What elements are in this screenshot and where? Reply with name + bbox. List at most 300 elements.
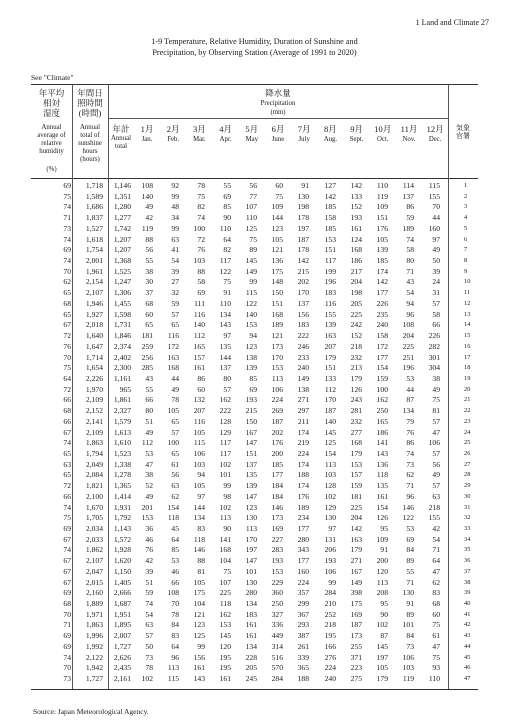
month-precip-cell: 59	[171, 298, 179, 308]
month-precip-cell: 217	[350, 266, 362, 276]
humidity-cell: 63	[63, 459, 71, 469]
month-precip-cell: 283	[271, 545, 283, 555]
month-precip-cell: 339	[297, 652, 309, 662]
month-precip-cell: 126	[376, 513, 388, 523]
month-precip-cell: 225	[219, 588, 231, 598]
month-precip-cell: 147	[245, 556, 257, 566]
month-precip-cell: 99	[171, 191, 179, 201]
table-row	[31, 224, 478, 235]
table-row	[31, 245, 478, 256]
month-precip-cell: 52	[145, 481, 153, 491]
month-precip-cell: 174	[297, 459, 309, 469]
month-precip-cell: 142	[350, 524, 362, 533]
month-precip-cell: 53	[406, 373, 414, 383]
month-precip-cell: 99	[223, 481, 231, 491]
month-precip-cell: 215	[245, 406, 257, 416]
month-precip-cell: 103	[193, 459, 205, 469]
month-precip-cell: 39	[171, 266, 179, 276]
station-number-cell: 28	[464, 471, 471, 479]
humidity-cell: 70	[63, 663, 71, 673]
station-number-cell: 17	[464, 353, 471, 361]
month-precip-cell: 202	[271, 427, 283, 437]
station-number-cell: 33	[464, 525, 471, 532]
annual-precip-cell: 1,928	[113, 545, 131, 555]
humidity-cell: 67	[63, 566, 71, 576]
month-precip-cell: 225	[402, 341, 414, 351]
month-precip-cell: 82	[197, 202, 205, 212]
station-number-cell: 46	[464, 664, 471, 672]
month-precip-cell: 107	[245, 202, 257, 212]
month-precip-cell: 197	[376, 652, 388, 662]
table-row	[31, 385, 478, 396]
month-precip-cell: 208	[376, 588, 388, 598]
month-precip-cell: 95	[380, 599, 388, 609]
month-precip-cell: 84	[406, 545, 414, 555]
humidity-cell: 67	[63, 534, 71, 544]
month-precip-cell: 240	[376, 320, 388, 330]
month-precip-cell: 39	[432, 266, 440, 276]
month-precip-cell: 177	[297, 556, 309, 566]
humidity-cell: 66	[63, 416, 71, 426]
table-row	[31, 545, 478, 556]
month-precip-cell: 49	[145, 491, 153, 501]
month-precip-cell: 144	[219, 352, 231, 362]
month-precip-cell: 104	[193, 599, 205, 609]
annual-precip-cell: 2,626	[113, 652, 131, 662]
month-precip-cell: 96	[406, 491, 414, 501]
month-precip-cell: 224	[297, 577, 309, 587]
month-precip-cell: 110	[219, 298, 231, 308]
annual-precip-cell: 1,931	[113, 502, 131, 512]
month-precip-cell: 41	[171, 245, 179, 255]
month-precip-cell: 134	[402, 406, 414, 416]
month-precip-cell: 71	[406, 266, 414, 276]
month-precip-cell: 57	[432, 416, 440, 426]
month-precip-cell: 93	[432, 663, 440, 673]
station-number-cell: 24	[464, 428, 471, 436]
month-precip-cell: 189	[297, 502, 309, 512]
sunshine-cell: 2,049	[85, 459, 103, 469]
month-precip-cell: 252	[324, 609, 336, 619]
month-precip-cell: 153	[324, 234, 336, 244]
month-precip-cell: 169	[271, 524, 283, 533]
month-precip-cell: 71	[406, 481, 414, 491]
month-precip-cell: 163	[324, 331, 336, 341]
month-precip-cell: 387	[297, 631, 309, 641]
table-row	[31, 438, 478, 449]
month-precip-cell: 205	[245, 663, 257, 673]
month-precip-cell: 181	[350, 491, 362, 501]
month-precip-cell: 271	[350, 556, 362, 566]
month-precip-cell: 228	[245, 652, 257, 662]
month-precip-cell: 117	[219, 256, 231, 266]
station-number-cell: 39	[464, 589, 471, 597]
month-precip-cell: 251	[402, 352, 414, 362]
month-precip-cell: 184	[271, 481, 283, 491]
month-precip-cell: 280	[245, 588, 257, 598]
annual-precip-cell: 1,895	[113, 620, 131, 630]
month-precip-cell: 42	[145, 556, 153, 566]
station-number-cell: 36	[464, 557, 471, 565]
month-precip-cell: 175	[271, 266, 283, 276]
annual-precip-cell: 1,207	[113, 234, 131, 244]
month-precip-cell: 78	[171, 609, 179, 619]
month-precip-cell: 103	[324, 470, 336, 480]
annual-precip-cell: 1,306	[113, 288, 131, 298]
station-number-cell: 27	[464, 460, 471, 468]
month-precip-cell: 111	[194, 298, 205, 308]
month-precip-cell: 125	[245, 223, 257, 233]
sunshine-cell: 1,837	[85, 213, 103, 223]
sunshine-cell: 2,047	[85, 566, 103, 576]
month-precip-cell: 240	[297, 363, 309, 373]
month-header-en-7: July	[298, 136, 310, 143]
month-precip-cell: 137	[297, 298, 309, 308]
month-precip-cell: 162	[219, 609, 231, 619]
month-precip-cell: 174	[297, 427, 309, 437]
month-precip-cell: 55	[145, 256, 153, 266]
month-precip-cell: 113	[376, 577, 388, 587]
month-precip-cell: 118	[376, 470, 388, 480]
month-precip-cell: 112	[141, 438, 153, 448]
month-precip-cell: 183	[297, 320, 309, 330]
month-precip-cell: 314	[271, 641, 283, 651]
month-precip-cell: 250	[376, 406, 388, 416]
month-precip-cell: 65	[171, 416, 179, 426]
month-precip-cell: 109	[376, 534, 388, 544]
month-precip-cell: 102	[219, 502, 231, 512]
month-precip-cell: 81	[432, 406, 440, 416]
month-precip-cell: 92	[171, 181, 179, 190]
month-precip-cell: 50	[432, 256, 440, 266]
month-precip-cell: 113	[271, 373, 283, 383]
month-precip-cell: 210	[324, 599, 336, 609]
humidity-cell: 69	[63, 631, 71, 641]
see-note: See "Climate"	[31, 73, 74, 82]
station-number-cell: 3	[464, 203, 468, 211]
table-row	[31, 363, 478, 374]
month-precip-cell: 49	[432, 384, 440, 394]
sunshine-cell: 2,084	[85, 470, 103, 480]
annual-precip-cell: 1,146	[113, 181, 131, 190]
month-precip-cell: 80	[406, 256, 414, 266]
month-precip-cell: 64	[171, 534, 179, 544]
month-precip-cell: 130	[297, 191, 309, 201]
month-precip-cell: 199	[324, 266, 336, 276]
month-header-jp-5: 5月	[245, 124, 259, 134]
table-row	[31, 213, 478, 224]
month-precip-cell: 60	[432, 609, 440, 619]
month-precip-cell: 81	[197, 566, 205, 576]
month-precip-cell: 31	[432, 288, 440, 298]
month-precip-cell: 224	[324, 663, 336, 673]
month-precip-cell: 102	[324, 491, 336, 501]
month-precip-cell: 128	[219, 416, 231, 426]
station-number-cell: 11	[464, 289, 471, 297]
month-precip-cell: 285	[141, 363, 153, 373]
header-bottom-rule	[31, 178, 478, 179]
month-precip-cell: 66	[145, 395, 153, 405]
annual-precip-cell: 1,150	[113, 566, 131, 576]
humidity-cell: 74	[63, 202, 71, 212]
table-row	[31, 556, 478, 567]
month-precip-cell: 144	[193, 502, 205, 512]
table-row	[31, 492, 478, 503]
month-precip-cell: 168	[271, 309, 283, 319]
sunshine-cell: 2,100	[85, 491, 103, 501]
month-precip-cell: 135	[219, 341, 231, 351]
table-row	[31, 470, 478, 481]
month-precip-cell: 86	[406, 202, 414, 212]
precip-group-rule	[108, 118, 448, 119]
month-precip-cell: 134	[245, 599, 257, 609]
table-row	[31, 310, 478, 321]
month-header-jp-6: 6月	[271, 124, 285, 134]
month-precip-cell: 281	[350, 406, 362, 416]
table-row	[31, 449, 478, 460]
annual-precip-cell: 1,572	[113, 534, 131, 544]
month-precip-cell: 149	[297, 373, 309, 383]
month-precip-cell: 200	[271, 448, 283, 458]
month-precip-cell: 102	[141, 674, 153, 684]
month-precip-cell: 133	[324, 373, 336, 383]
month-precip-cell: 154	[376, 363, 388, 373]
month-precip-cell: 58	[197, 277, 205, 287]
humidity-cell: 65	[63, 470, 71, 480]
month-header-en-2: Feb.	[167, 136, 180, 143]
month-precip-cell: 140	[324, 416, 336, 426]
humidity-cell: 72	[63, 384, 71, 394]
month-precip-cell: 71	[406, 577, 414, 587]
month-precip-cell: 64	[171, 641, 179, 651]
month-precip-cell: 168	[350, 245, 362, 255]
table-row	[31, 353, 478, 364]
table-row	[31, 513, 478, 524]
month-precip-cell: 173	[271, 513, 283, 523]
month-precip-cell: 130	[402, 588, 414, 598]
month-precip-cell: 122	[219, 266, 231, 276]
month-precip-cell: 183	[245, 609, 257, 619]
month-precip-cell: 63	[171, 481, 179, 491]
station-number-cell: 19	[464, 374, 471, 382]
month-precip-cell: 62	[432, 577, 440, 587]
station-number-cell: 37	[464, 567, 471, 575]
month-precip-cell: 120	[376, 566, 388, 576]
month-precip-cell: 153	[350, 459, 362, 469]
month-precip-cell: 157	[193, 352, 205, 362]
month-precip-cell: 200	[376, 556, 388, 566]
station-number-cell: 38	[464, 578, 471, 586]
sunshine-cell: 2,226	[85, 373, 103, 383]
title-line-2: Precipitation, by Observing Station (Average of 1991 to 2020)	[152, 48, 357, 57]
month-precip-cell: 145	[245, 256, 257, 266]
station-number-cell: 43	[464, 632, 471, 640]
annual-precip-cell: 1,278	[113, 470, 131, 480]
month-precip-cell: 86	[197, 373, 205, 383]
month-precip-cell: 121	[271, 331, 283, 341]
month-header-jp-3: 3月	[193, 124, 206, 134]
month-precip-cell: 226	[376, 298, 388, 308]
month-precip-cell: 130	[324, 513, 336, 523]
month-precip-cell: 113	[167, 663, 179, 673]
station-number-cell: 22	[464, 407, 471, 415]
month-header-jp-12: 12月	[426, 124, 444, 134]
month-precip-cell: 177	[297, 524, 309, 533]
month-precip-cell: 57	[171, 427, 179, 437]
month-precip-cell: 149	[350, 577, 362, 587]
month-precip-cell: 206	[324, 545, 336, 555]
month-precip-cell: 105	[376, 663, 388, 673]
month-precip-cell: 54	[171, 256, 179, 266]
month-precip-cell: 293	[297, 620, 309, 630]
station-number-cell: 41	[464, 610, 471, 618]
month-precip-cell: 51	[145, 416, 153, 426]
month-precip-cell: 36	[145, 524, 153, 533]
month-precip-cell: 121	[193, 609, 205, 619]
table-row	[31, 428, 478, 439]
month-precip-cell: 301	[428, 352, 440, 362]
month-precip-cell: 149	[245, 266, 257, 276]
month-precip-cell: 49	[432, 245, 440, 255]
month-precip-cell: 275	[350, 674, 362, 684]
month-precip-cell: 74	[145, 599, 153, 609]
month-precip-cell: 46	[145, 534, 153, 544]
month-precip-cell: 282	[428, 341, 440, 351]
month-precip-cell: 336	[271, 620, 283, 630]
table-row	[31, 642, 478, 653]
month-precip-cell: 83	[197, 524, 205, 533]
month-precip-cell: 70	[432, 202, 440, 212]
annual-precip-cell: 2,374	[113, 341, 131, 351]
humidity-cell: 69	[63, 245, 71, 255]
month-precip-cell: 60	[145, 309, 153, 319]
annual-precip-cell: 1,277	[113, 213, 131, 223]
station-number-cell: 10	[464, 278, 471, 286]
sunshine-cell: 1,863	[85, 438, 103, 448]
month-precip-cell: 360	[271, 588, 283, 598]
month-precip-cell: 56	[249, 181, 257, 190]
month-precip-cell: 78	[171, 395, 179, 405]
month-precip-cell: 47	[145, 459, 153, 469]
station-number-cell: 29	[464, 482, 471, 490]
month-precip-cell: 168	[167, 363, 179, 373]
month-precip-cell: 113	[245, 524, 257, 533]
month-precip-cell: 146	[402, 502, 414, 512]
sunshine-cell: 1,647	[85, 341, 103, 351]
month-precip-cell: 156	[297, 309, 309, 319]
month-precip-cell: 64	[223, 234, 231, 244]
humidity-cell: 68	[63, 298, 71, 308]
table-row	[31, 395, 478, 406]
month-precip-cell: 39	[145, 566, 153, 576]
month-precip-cell: 139	[245, 481, 257, 491]
humidity-cell: 68	[63, 599, 71, 609]
month-header-en-4: Apr.	[219, 136, 232, 143]
month-precip-cell: 118	[167, 513, 179, 523]
month-precip-cell: 371	[350, 652, 362, 662]
month-precip-cell: 143	[376, 448, 388, 458]
precip-header-en: Precipitation	[260, 100, 296, 107]
month-precip-cell: 68	[145, 298, 153, 308]
month-precip-cell: 90	[223, 524, 231, 533]
month-precip-cell: 57	[171, 309, 179, 319]
table-row	[31, 417, 478, 428]
table-row	[31, 578, 478, 589]
annual-precip-cell: 1,951	[113, 609, 131, 619]
month-precip-cell: 155	[324, 309, 336, 319]
month-precip-cell: 145	[219, 631, 231, 641]
month-precip-cell: 170	[271, 352, 283, 362]
month-precip-cell: 136	[376, 459, 388, 469]
humidity-cell: 75	[63, 363, 71, 373]
month-header-en-11: Nov.	[402, 136, 416, 143]
table-row	[31, 331, 478, 342]
month-precip-cell: 132	[193, 395, 205, 405]
station-number-cell: 9	[464, 267, 468, 275]
month-precip-cell: 125	[193, 631, 205, 641]
source-note: Source: Japan Meteorological Agency.	[33, 707, 149, 716]
title-line-1: 1-9 Temperature, Relative Humidity, Duration of Sunshine and	[151, 37, 358, 46]
month-precip-cell: 122	[402, 513, 414, 523]
month-precip-cell: 106	[193, 448, 205, 458]
annual-precip-cell: 1,742	[113, 223, 131, 233]
annual-precip-cell: 1,792	[113, 513, 131, 523]
month-precip-cell: 161	[350, 223, 362, 233]
month-precip-cell: 89	[406, 609, 414, 619]
month-precip-cell: 153	[141, 513, 153, 523]
month-precip-cell: 30	[145, 277, 153, 287]
month-precip-cell: 49	[145, 202, 153, 212]
month-precip-cell: 62	[171, 491, 179, 501]
month-precip-cell: 42	[432, 524, 440, 533]
humidity-cell: 67	[63, 320, 71, 330]
annual-precip-cell: 1,731	[113, 320, 131, 330]
month-precip-cell: 170	[324, 395, 336, 405]
month-precip-cell: 177	[376, 352, 388, 362]
month-precip-cell: 204	[402, 331, 414, 341]
month-header-en-6: June	[271, 136, 285, 143]
sunshine-cell: 1,589	[85, 191, 103, 201]
month-precip-cell: 211	[297, 416, 309, 426]
month-precip-cell: 189	[402, 223, 414, 233]
month-precip-cell: 242	[350, 320, 362, 330]
month-precip-cell: 398	[350, 588, 362, 598]
annual-precip-cell: 2,666	[113, 588, 131, 598]
month-precip-cell: 76	[145, 545, 153, 555]
month-precip-cell: 224	[297, 448, 309, 458]
annual-precip-cell: 1,414	[113, 491, 131, 501]
month-precip-cell: 327	[271, 609, 283, 619]
month-precip-cell: 245	[245, 674, 257, 684]
month-precip-cell: 116	[324, 298, 336, 308]
month-precip-cell: 101	[245, 566, 257, 576]
table-row	[31, 481, 478, 492]
sunshine-cell: 1,654	[85, 363, 103, 373]
month-precip-cell: 102	[219, 459, 231, 469]
month-precip-cell: 88	[145, 234, 153, 244]
month-precip-cell: 105	[167, 406, 179, 416]
month-precip-cell: 187	[297, 234, 309, 244]
humidity-cell: 73	[63, 674, 71, 684]
month-precip-cell: 96	[171, 652, 179, 662]
month-precip-cell: 59	[406, 213, 414, 223]
humidity-cell: 66	[63, 395, 71, 405]
humidity-cell: 74	[63, 545, 71, 555]
table-row	[31, 267, 478, 278]
month-header-en-1: Jan.	[141, 136, 153, 143]
humidity-cell: 70	[63, 609, 71, 619]
month-header-en-10: Oct.	[377, 136, 389, 143]
